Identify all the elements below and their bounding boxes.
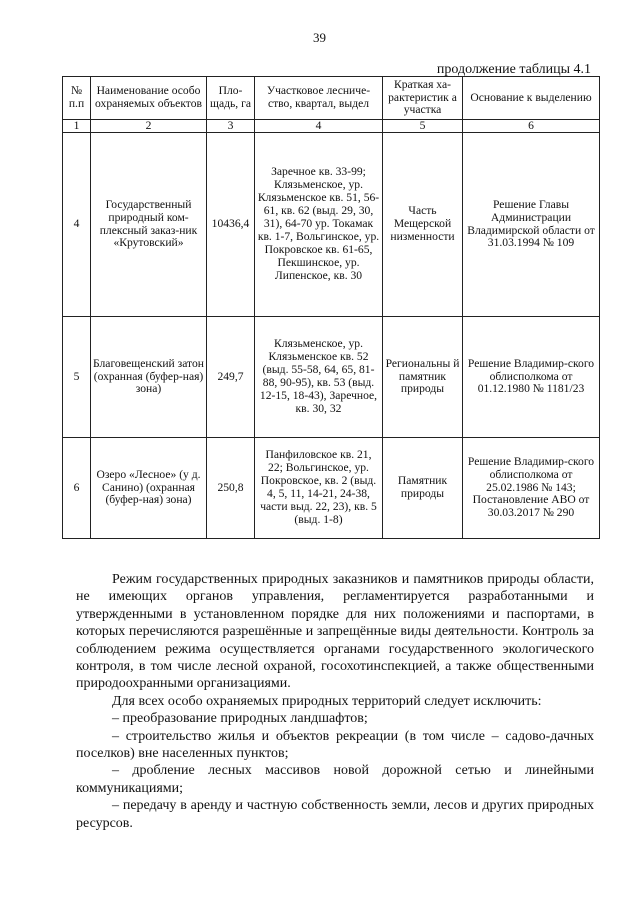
column-number: 2 [91, 120, 207, 133]
header-characteristic: Краткая ха-рактеристик а участка [383, 77, 463, 120]
header-number: № п.п [63, 77, 91, 120]
protected-areas-table [62, 76, 600, 539]
object-basis: Решение Владимир-ского облисполкома от 25.02.1986 № 143; Постановление АВО от 30.03.2017 № 290 [463, 438, 600, 539]
table-header-row [63, 77, 600, 120]
table-row [63, 317, 600, 438]
table-row [63, 133, 600, 317]
object-area: 249,7 [207, 317, 255, 438]
object-characteristic: Региональны й памятник природы [383, 317, 463, 438]
header-basis: Основание к выделению [463, 77, 600, 120]
header-location: Участковое лесниче-ство, квартал, выдел [255, 77, 383, 120]
column-number: 6 [463, 120, 600, 133]
paragraph-regime: Режим государственных природных заказников и памятников природы области, не имеющих органов управления, регламентируется разработанными и утвержденными в установленном порядке для них положениями и паспортами, в которых перечисляются разрешённые и запрещённые виды деятельности. Контроль за соблюдением режима осуществляется органами государственного экологического контроля, в том числе лесной охраной, госохотинспекцией, а также общественными природоохранными организациями. [76, 572, 594, 692]
table-row [63, 438, 600, 539]
table-continuation-label: продолжение таблицы 4.1 [436, 62, 591, 77]
header-area: Пло-щадь, га [207, 77, 255, 120]
object-location: Заречное кв. 33-99; Клязьменское, ур. Клязьменское кв. 51, 56-61, кв. 62 (выд. 29, 30, 31), 64-70 ур. Токамак кв. 1-7, Вольгинское, ур. Покровское кв. 61-65, Пекшинское, ур. Липенское, кв. 30 [255, 133, 383, 317]
paragraph-exclusions-intro: Для всех особо охраняемых природных территорий следует исключить: [112, 693, 542, 709]
object-basis: Решение Владимир-ского облисполкома от 01.12.1980 № 1181/23 [463, 317, 600, 438]
object-name: Озеро «Лесное» (у д. Санино) (охранная (буфер-ная) зона) [91, 438, 207, 539]
column-number: 3 [207, 120, 255, 133]
column-number-row [63, 120, 600, 133]
column-number: 5 [383, 120, 463, 133]
list-item: – дробление лесных массивов новой дорожной сетью и линейными коммуникациями; [76, 763, 594, 796]
object-area: 10436,4 [207, 133, 255, 317]
page-number: 39 [313, 30, 326, 45]
row-number: 4 [63, 133, 91, 317]
row-number: 5 [63, 317, 91, 438]
row-number: 6 [63, 438, 91, 539]
list-item: – строительство жилья и объектов рекреации (в том числе – садово-дачных поселков) вне населенных пунктов; [76, 728, 594, 762]
object-location: Панфиловское кв. 21, 22; Вольгинское, ур. Покровское, кв. 2 (выд. 4, 5, 11, 14-21, 24-38, части выд. 22, 23), кв. 5 (выд. 1-8) [255, 438, 383, 539]
column-number: 4 [255, 120, 383, 133]
object-characteristic: Памятник природы [383, 438, 463, 539]
list-item: – передачу в аренду и частную собственность земли, лесов и других природных ресурсов. [76, 798, 594, 831]
object-name: Государственный природный ком-плексный заказ-ник «Крутовский» [91, 133, 207, 317]
object-location: Клязьменское, ур. Клязьменское кв. 52 (выд. 55-58, 64, 65, 81-88, 90-95), кв. 53 (выд. 12-15, 18-43), Заречное, кв. 30, 32 [255, 317, 383, 438]
object-name: Благовещенский затон (охранная (буфер-ная) зона) [91, 317, 207, 438]
object-basis: Решение Главы Администрации Владимирской области от 31.03.1994 № 109 [463, 133, 600, 317]
body-text [76, 571, 594, 832]
column-number: 1 [63, 120, 91, 133]
header-name: Наименование особо охраняемых объектов [91, 77, 207, 120]
object-characteristic: Часть Мещерской низменности [383, 133, 463, 317]
object-area: 250,8 [207, 438, 255, 539]
list-item: – преобразование природных ландшафтов; [112, 711, 368, 727]
